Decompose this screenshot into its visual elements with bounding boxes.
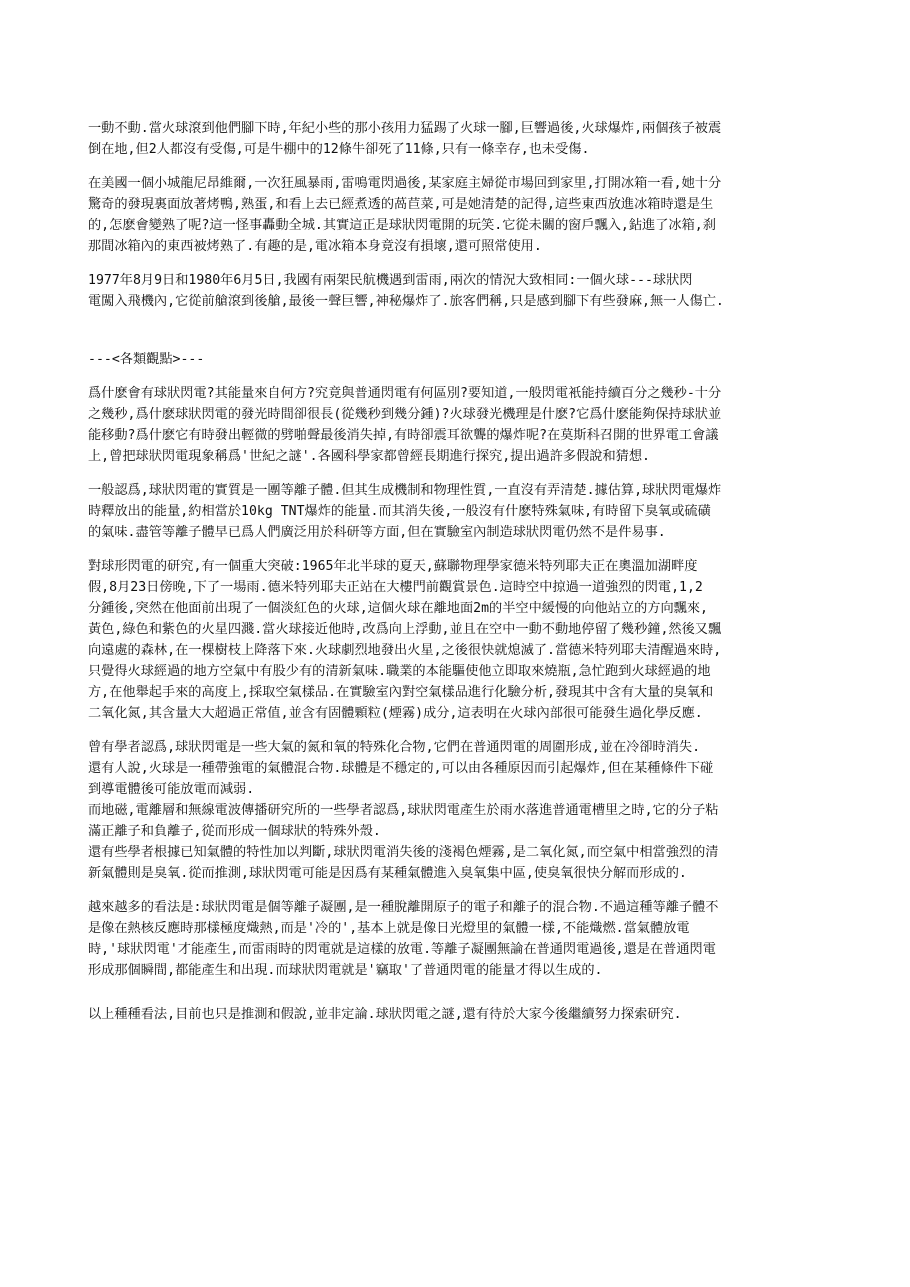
paragraph-breakthrough [88, 556, 828, 724]
text-line: 越來越多的看法是:球狀閃電是個等離子凝團,是一種脫離開原子的電子和離子的混合物.不過這種等離子體不 [88, 900, 719, 915]
text-line: 到導電體後可能放電而減弱. [88, 782, 255, 797]
document-body [88, 118, 828, 1038]
text-line: 的,怎麽會變熟了呢?這一怪事轟動全城.其實這正是球狀閃電開的玩笑.它從未關的窗戶飄入,鉆進了冰箱,刹 [88, 218, 716, 233]
text-line: 還有人說,火球是一種帶強電的氣體混合物.球體是不穩定的,可以由各種原因而引起爆炸,但在某種條件下碰 [88, 761, 714, 776]
text-line: 以上種種看法,目前也只是推測和假說,並非定論.球狀閃電之謎,還有待於大家今後繼續努力探索研究. [88, 1007, 682, 1022]
text-line: 爲什麽會有球狀閃電?其能量來自何方?究竟與普通閃電有何區別?要知道,一般閃電衹能持續百分之幾秒-十分 [88, 386, 722, 401]
text-line: 方,在他舉起手來的高度上,採取空氣樣品.在實驗室內對空氣樣品進行化驗分析,發現其中含有大量的臭氧和 [88, 685, 714, 700]
paragraph-plasmoid [88, 897, 828, 981]
text-line: 滿正離子和負離子,從而形成一個球狀的特殊外殼. [88, 824, 381, 839]
text-line: 分鍾後,突然在他面前出現了一個淡紅色的火球,這個火球在離地面2m的半空中緩慢的向他站立的方向飄來, [88, 601, 708, 616]
text-line: 二氧化氮,其含量大大超過正常值,並含有固體顆粒(煙霧)成分,這表明在火球內部很可能發生過化學反應. [88, 706, 703, 721]
text-line: 是像在熱核反應時那樣極度熾熱,而是'冷的',基本上就是像日光燈里的氣體一樣,不能熾燃.當氣體放電 [88, 921, 690, 936]
text-line: 能移動?爲什麽它有時發出輕微的劈啪聲最後消失掉,有時卻震耳欲聾的爆炸呢?在莫斯科召開的世界電工會議 [88, 428, 719, 443]
paragraph-plasma [88, 480, 828, 543]
paragraph-questions [88, 383, 828, 467]
text-line: 驚奇的發現裏面放著烤鴨,熟蛋,和看上去已經煮透的萵苣菜,可是她清楚的記得,這些東西放進冰箱時還是生 [88, 197, 714, 212]
text-line: 那間冰箱內的東西被烤熟了.有趣的是,電冰箱本身竟沒有損壞,還可照常使用. [88, 239, 542, 254]
text-line: 時釋放出的能量,約相當於10kg TNT爆炸的能量.而其消失後,一般沒有什麽特殊氣味,有時留下臭氧或硫磺 [88, 504, 711, 519]
text-line: 一般認爲,球狀閃電的實質是一團等離子體.但其生成機制和物理性質,一直沒有弄清楚.據估算,球狀閃電爆炸 [88, 483, 722, 498]
text-line: 還有些學者根據已知氣體的特性加以判斷,球狀閃電消失後的淺褐色煙霧,是二氧化氮,而空氣中相當強烈的清 [88, 845, 719, 860]
text-line: 電闖入飛機內,它從前艙滾到後艙,最後一聲巨響,神秘爆炸了.旅客們稱,只是感到腳下有些發麻,無一人傷亡. [88, 294, 724, 309]
text-line: 上,曾把球狀閃電現象稱爲'世紀之謎'.各國科學家都曾經長期進行探究,提出過許多假說和猜想. [88, 449, 650, 464]
text-line: 1977年8月9日和1980年6月5日,我國有兩架民航機遇到雷雨,兩次的情況大致相同:一個火球---球狀閃 [88, 273, 693, 288]
text-line: 曾有學者認爲,球狀閃電是一些大氣的氮和氧的特殊化合物,它們在普通閃電的周圍形成,並在冷卻時消失. [88, 740, 701, 755]
text-line: 新氣體則是臭氧.從而推測,球狀閃電可能是因爲有某種氣體進入臭氧集中區,使臭氧很快分解而形成的. [88, 866, 687, 881]
text-line: 而地磁,電離層和無線電波傳播研究所的一些學者認爲,球狀閃電產生於雨水落進普通電槽里之時,它的分子粘 [88, 803, 719, 818]
paragraph-cow-shed [88, 118, 828, 160]
paragraph-theories [88, 737, 828, 884]
text-line: 倒在地,但2人都沒有受傷,可是牛棚中的12條牛卻死了11條,只有一條幸存,也未受傷. [88, 142, 590, 157]
text-line: 向遠處的森林,在一棵樹枝上降落下來.火球劇烈地發出火星,之後很快就熄滅了.當德米特列耶夫清醒過來時, [88, 643, 722, 658]
text-line: 形成那個瞬間,都能產生和出現.而球狀閃電就是'竊取'了普通閃電的能量才得以生成的. [88, 963, 603, 978]
text-line: 的氣味.盡管等離子體早已爲人們廣泛用於科研等方面,但在實驗室內制造球狀閃電仍然不是件易事. [88, 525, 666, 540]
text-line: 在美國一個小城龍尼昂維爾,一次狂風暴雨,雷鳴電閃過後,某家庭主婦從市場回到家里,打開冰箱一看,她十分 [88, 176, 722, 191]
paragraph-airplane [88, 270, 828, 312]
text-line: 黃色,綠色和紫色的火星四濺.當火球接近他時,改爲向上浮動,並且在空中一動不動地停留了幾秒鐘,然後又飄 [88, 622, 722, 637]
text-line: 之幾秒,爲什麽球狀閃電的發光時間卻很長(從幾秒到幾分鍾)?火球發光機理是什麽?它爲什麽能夠保持球狀並 [88, 407, 722, 422]
text-line: 一動不動.當火球滾到他們腳下時,年紀小些的那小孩用力猛踢了火球一腳,巨響過後,火球爆炸,兩個孩子被震 [88, 121, 722, 136]
text-line: 只覺得火球經過的地方空氣中有股少有的清新氣味.職業的本能驅使他立即取來燒瓶,急忙跑到火球經過的地 [88, 664, 711, 679]
text-line: 時,'球狀閃電'才能產生,而雷雨時的閃電就是這樣的放電.等離子凝團無論在普通閃電過後,還是在普通閃電 [88, 942, 716, 957]
paragraph-conclusion [88, 1004, 828, 1025]
section-heading: ---<各類觀點>--- [88, 352, 205, 367]
spacer [88, 325, 828, 349]
text-line: 對球形閃電的研究,有一個重大突破:1965年北半球的夏天,蘇聯物理學家德米特列耶夫正在奧溫加湖畔度 [88, 559, 698, 574]
spacer [88, 994, 828, 1004]
text-line: 假,8月23日傍晚,下了一場雨.德米特列耶夫正站在大樓門前觀賞景色.這時空中掠過一道強烈的閃電,1,2 [88, 580, 703, 595]
paragraph-refrigerator [88, 173, 828, 257]
